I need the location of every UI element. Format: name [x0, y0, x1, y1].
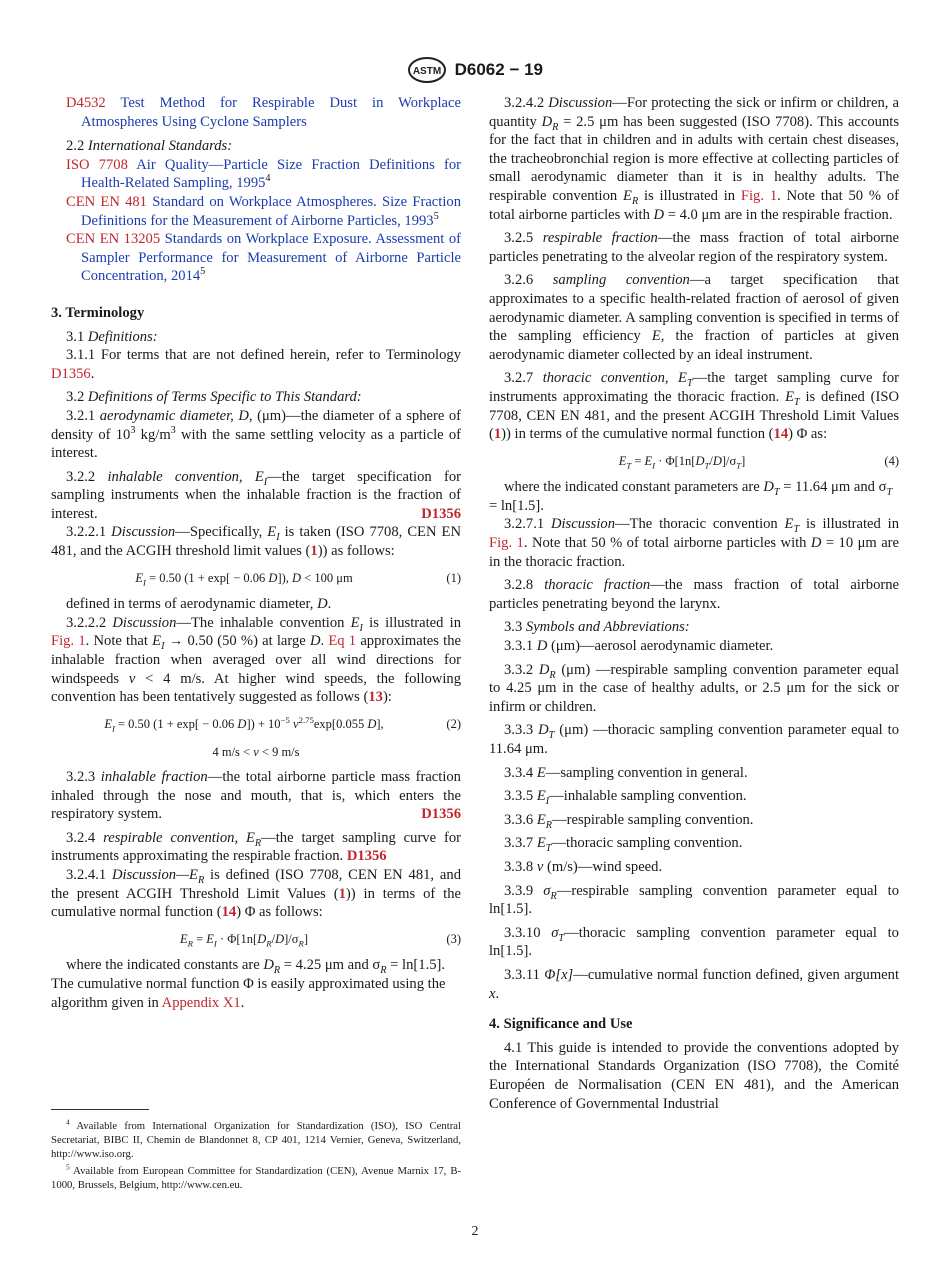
link-fig1[interactable]: Fig. 1	[489, 535, 524, 552]
para-3-2-4-1: 3.2.4.1 $Discussion—E_R$ is defined (ISO 7708, CEN EN 481, and the present ACGIH Threshold Limit Values (1)) in terms of the cumulative normal function (14) Φ as follows:	[51, 866, 462, 921]
left-column	[51, 94, 461, 1012]
link-eq1[interactable]: Eq 1	[328, 633, 357, 650]
right-column	[489, 94, 899, 1118]
para-3-3: 3.3 Symbols and Abbreviations:	[504, 619, 690, 636]
ref-link-1[interactable]: 1	[310, 543, 318, 560]
page-number: 2	[471, 1224, 479, 1239]
para-3-3-10: 3.3.10 $\sigma_T—thoracic$ sampling convention parameter equal to ln[1.5].	[489, 924, 899, 960]
link-d1356[interactable]: D1356	[51, 365, 91, 382]
link-fig1[interactable]: Fig. 1	[740, 187, 778, 204]
link-appendix-x1[interactable]: Appendix X1	[161, 994, 241, 1011]
para-4-1: 4.1 This guide is intended to provide the conventions adopted by the International Standards Organization (ISO 7708), the Comité Européen de Normalisation (CEN EN 481), and the American Conference of Governmental Industrial	[489, 1039, 899, 1112]
reference-d4532	[66, 94, 461, 131]
equation-2-condition: 4 m/s < v < 9 m/s	[212, 745, 300, 760]
para-3-3-1: 3.3.1 D (μm)—aerosol aerodynamic diameter.	[504, 638, 774, 655]
para-3-3-2: 3.3.2 $D_R$ (μm) —respirable sampling convention parameter equal to 4.25 μm in the case of healthy adults, or 2.5 μm for the sick or infirm or children.	[489, 661, 899, 715]
ref-title-en481[interactable]: Standard on Workplace Atmospheres. Size Fraction Definitions for the Measurement of Airborne Particles, 1993	[81, 193, 461, 229]
para-3-3-6: 3.3.6 $E_R—respirable$ sampling convention.	[504, 811, 754, 831]
para-3-2-1: 3.2.1 aerodynamic diameter, D, (μm)—the diameter of a sphere of density of $10^3$ $kg/m^3$ with the same settling velocity as a particle of interest.	[51, 407, 461, 462]
para-3-2-5: 3.2.5 respirable fraction—the mass fraction of total airborne particles penetrating to the alveolar region of the respiratory system.	[489, 230, 899, 265]
para-eq1-note: defined in terms of aerodynamic diameter, D.	[66, 596, 332, 613]
para-3-3-7: 3.3.7 $E_T—thoracic$ sampling convention.	[504, 835, 743, 855]
ref-link-13[interactable]: 13	[368, 689, 383, 706]
reference-en13205: CEN EN 13205 Standards on Workplace Exposure. Assessment of Sampler Performance for Measurement of Airborne Particle Concentration, 2014$^5$	[66, 231, 461, 285]
ref-code-iso7708[interactable]: ISO 7708	[66, 156, 128, 173]
section-heading-terminology: 3. Terminology	[51, 304, 145, 321]
equation-1: $E_I = 0.50$ (1 + exp[ − 0.06 D]), D < 100 μm (1)	[135, 570, 461, 588]
link-d1356[interactable]: D1356	[421, 505, 461, 522]
para-3-2-2: 3.2.2 inhalable convention, $E_I—the$ target specification for sampling instruments when the inhalable fraction is the fraction of interest. D1356	[51, 468, 462, 522]
para-3-1-1: 3.1.1 For terms that are not defined herein, refer to Terminology D1356.	[51, 347, 461, 382]
ref-title-d4532[interactable]: Test Method for Respirable Dust in Workplace Atmospheres Using Cyclone Samplers	[81, 95, 461, 130]
section-heading-significance: 4. Significance and Use	[489, 1016, 633, 1033]
ref-code-en481[interactable]: CEN EN 481	[66, 193, 147, 210]
para-3-3-3: 3.3.3 $D_T$ (μm) —thoracic sampling convention parameter equal to 11.64 μm.	[489, 722, 899, 757]
para-3-2: 3.2 Definitions of Terms Specific to This Standard:	[66, 389, 362, 406]
svg-text:ASTM: ASTM	[412, 66, 442, 77]
reference-en481: CEN EN 481 Standard on Workplace Atmospheres. Size Fraction Definitions for the Measurement of Airborne Particles, 1993$^5$	[66, 193, 461, 229]
para-3-1: 3.1 Definitions:	[66, 328, 158, 345]
para-3-2-8: 3.2.8 thoracic fraction—the mass fraction of total airborne particles penetrating beyond the larynx.	[489, 577, 900, 612]
para-3-2-7-1: 3.2.7.1 Discussion—The thoracic convention $E_T$ is illustrated in Fig. 1. Note that 50 % of total airborne particles with D = 10 μm are in the thoracic fraction.	[489, 516, 900, 570]
ref-link-1[interactable]: 1	[338, 885, 346, 902]
equation-4: $E_T = E_I \cdot \Phi[1n[D_T/D]/\sigma_T]$ (4)	[618, 453, 899, 471]
para-eq3-note: where the indicated constants are $D_R = 4.25$ μm and $\sigma_R = \ln[1.5]$. The cumulative normal function Φ is easily approximated using the algorithm given in Appendix X1.	[51, 957, 446, 1011]
para-3-2-4: 3.2.4 respirable convention, $E_R—the$ target sampling curve for instruments approximating the respirable fraction. D1356	[51, 829, 461, 865]
equation-2: $E_I = 0.50$ (1 + exp[ − 0.06 $D]) + 10^{-5}$ $v^{2.75}\exp[0.055$ D], (2)	[104, 714, 461, 734]
ref-code-en13205[interactable]: CEN EN 13205	[66, 231, 161, 248]
footnote-5: $^5$ Available from European Committee for Standardization (CEN), Avenue Marnix 17, B-1000, Brussels, Belgium, http://www.cen.eu.	[51, 1162, 462, 1191]
para-3-3-11: 3.3.11 Φ[x]—cumulative normal function defined, given argument x.	[489, 966, 899, 1002]
ref-link-14[interactable]: 14	[773, 426, 789, 443]
astm-logo-icon	[407, 56, 447, 84]
para-3-2-3: 3.2.3 inhalable fraction—the total airborne particle mass fraction inhaled through the nose and mouth, that is, which enters the respiratory system. D1356	[51, 769, 461, 823]
standard-designation: D6062 − 19	[454, 60, 544, 79]
para-3-3-8: 3.3.8 v (m/s)—wind speed.	[504, 858, 663, 875]
page-header	[0, 56, 950, 84]
ref-title-iso7708[interactable]: Air Quality—Particle Size Fraction Definitions for Health-Related Sampling, 1995	[81, 156, 461, 192]
reference-iso7708: ISO 7708 Air Quality—Particle Size Fraction Definitions for Health-Related Sampling, 1995$^4$	[66, 156, 461, 192]
footnote-rule	[51, 1109, 149, 1110]
para-eq4-note: where the indicated constant parameters are $D_T = 11.64$ μm and $\sigma_T = \ln[1.5]$.	[489, 479, 893, 514]
ref-code-d4532[interactable]: D4532	[66, 95, 106, 111]
ref-title-en13205[interactable]: Standards on Workplace Exposure. Assessment of Sampler Performance for Measurement of Airborne Particle Concentration, 2014	[81, 231, 461, 285]
para-3-2-7: 3.2.7 thoracic convention, $E_T—the$ target sampling curve for instruments approximating the thoracic fraction. $E_T$ is defined (ISO 7708, CEN EN 481, and the present ACGIH Threshold Limit Values (1)) in terms of the cumulative normal function (14) Φ as:	[489, 370, 899, 443]
para-3-2-2-2: 3.2.2.2 Discussion—The inhalable convention $E_I$ is illustrated in Fig. 1. Note that $E_I \to 0.50$ (50 %) at large D. Eq 1 approximates the inhalable fraction when averaged over all wind directions for windspeeds v < 4 m/s. At higher wind speeds, the following convention has been tentatively suggested as follows (13):	[51, 614, 461, 706]
para-3-2-6: 3.2.6 sampling convention—a target specification that approximates to a specific health-related fraction of aerosol of given aerodynamic diameter. A sampling convention is specified in terms of the sampling efficiency E, the fraction of particles at given aerodynamic diameter collected by an ideal instrument.	[489, 272, 899, 363]
link-d1356[interactable]: D1356	[421, 806, 461, 823]
link-d1356[interactable]: D1356	[346, 848, 387, 865]
ref-link-14[interactable]: 14	[221, 904, 237, 921]
para-3-3-5: 3.3.5 $E_I—inhalable$ sampling convention.	[504, 788, 747, 808]
link-fig1[interactable]: Fig. 1	[51, 633, 86, 650]
para-3-3-9: 3.3.9 $\sigma_R—respirable$ sampling convention parameter equal to ln[1.5].	[489, 882, 899, 918]
para-3-3-4: 3.3.4 E—sampling convention in general.	[504, 764, 748, 781]
para-3-2-2-1: 3.2.2.1 Discussion—Specifically, $E_I$ is taken (ISO 7708, CEN EN 481, and the ACGIH threshold limit values (1)) as follows:	[51, 524, 461, 560]
ref-link-1[interactable]: 1	[493, 426, 502, 443]
footnote-4: $^4$ Available from International Organization for Standardization (ISO), ISO Central Secretariat, BIBC II, Chemin de Blandonnet 8, CP 401, 1214 Vernier, Geneva, Switzerland, http://www.iso.org.	[51, 1117, 461, 1160]
intl-standards-heading: 2.2 International Standards:	[66, 138, 233, 155]
equation-3: $E_R = E_I \cdot \Phi[1n[D_R/D]/\sigma_R]$ (3)	[179, 931, 461, 949]
para-3-2-4-2: 3.2.4.2 Discussion—For protecting the sick or infirm or children, a quantity $D_R = 2.5$ μm has been suggested (ISO 7708). This accounts for the fact that in children and in adults with certain chest diseases, the tracheobronchial region is more effective at collecting particles of small aerodynamic diameter than it is in healthy adults. The respirable convention $E_R$ is illustrated in Fig. 1. Note that 50 % of total airborne particles with D = 4.0 μm are in the respirable fraction.	[489, 95, 900, 223]
